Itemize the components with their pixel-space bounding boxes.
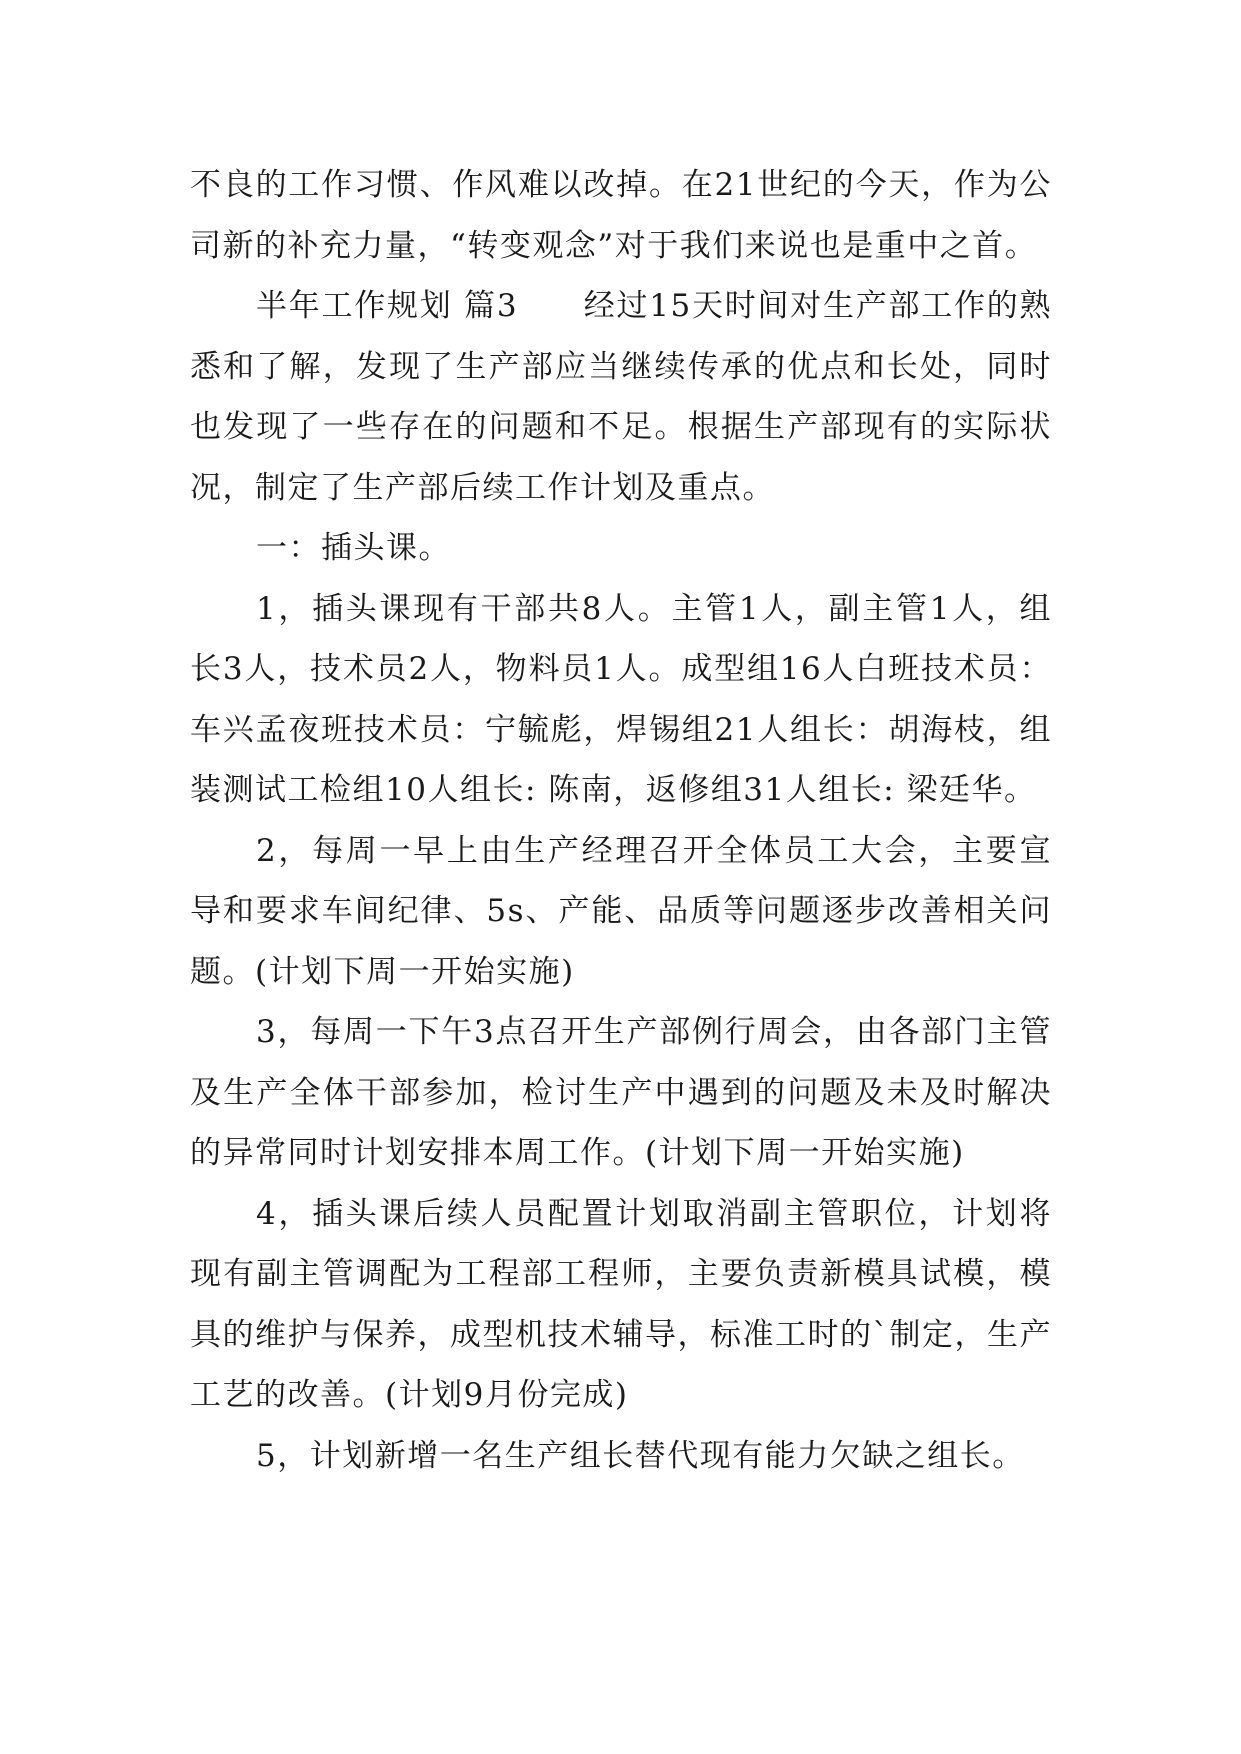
paragraph-continuation: 不良的工作习惯、作风难以改掉。在21世纪的今天，作为公司新的补充力量，“转变观念”对于我们来说也是重中之首。 (190, 167, 1052, 264)
document-page (190, 155, 1052, 1486)
paragraph-item-2: 2，每周一早上由生产经理召开全体员工大会，主要宣导和要求车间纪律、5s、产能、品质等问题逐步改善相关问题。(计划下周一开始实施) (190, 832, 1052, 990)
paragraph-item-4: 4，插头课后续人员配置计划取消副主管职位，计划将现有副主管调配为工程部工程师，主要负责新模具试模，模具的维护与保养，成型机技术辅导，标准工时的`制定，生产工艺的改善。(计划9月份完成) (190, 1195, 1052, 1413)
paragraph-item-3: 3，每周一下午3点召开生产部例行周会，由各部门主管及生产全体干部参加，检讨生产中遇到的问题及未及时解决的异常同时计划安排本周工作。(计划下周一开始实施) (190, 1014, 1052, 1171)
paragraph-section-intro: 半年工作规划 篇3 经过15天时间对生产部工作的熟悉和了解，发现了生产部应当继续传承的优点和长处，同时也发现了一些存在的问题和不足。根据生产部现有的实际状况，制定了生产部后续工作计划及重点。 (190, 288, 1052, 506)
paragraph-heading-plug-section: 一：插头课。 (256, 530, 451, 566)
paragraph-item-5: 5，计划新增一名生产组长替代现有能力欠缺之组长。 (256, 1437, 1025, 1474)
paragraph-item-1: 1，插头课现有干部共8人。主管1人，副主管1人，组长3人，技术员2人，物料员1人。成型组16人白班技术员：车兴孟夜班技术员：宁毓彪，焊锡组21人组长：胡海枝，组装测试工检组10人组长: 陈南，返修组31人组长: 梁廷华。 (190, 590, 1052, 808)
